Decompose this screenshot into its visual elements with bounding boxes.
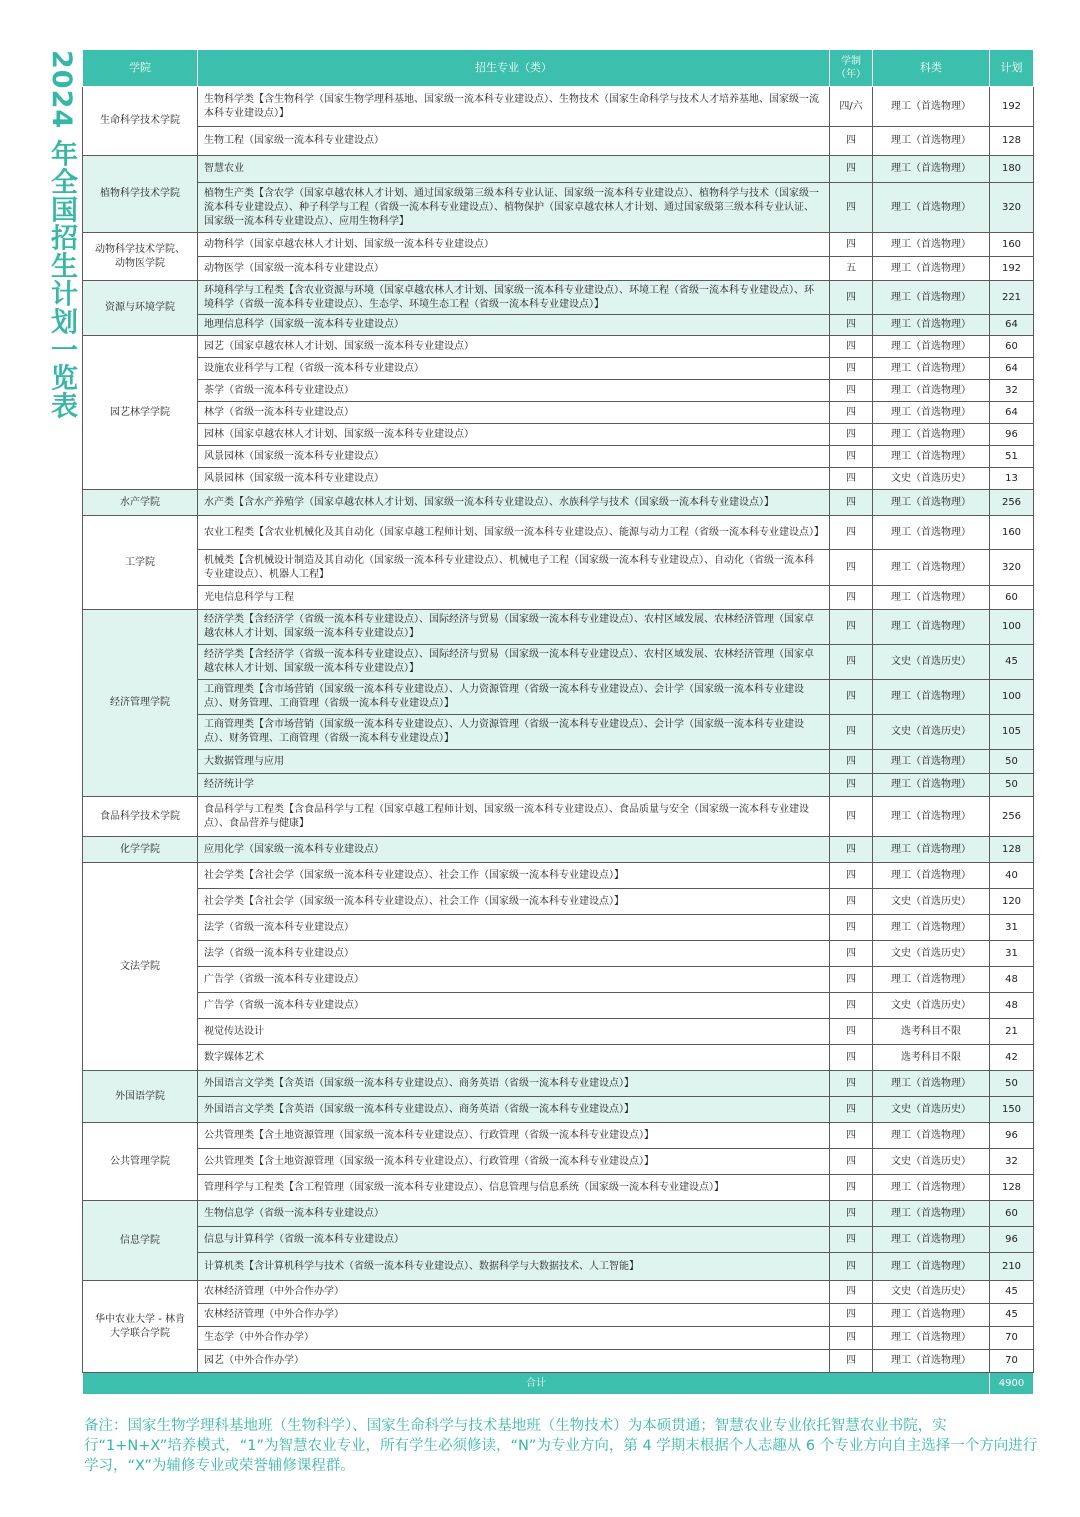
major-cell: 智慧农业: [198, 156, 830, 183]
subject-cell: 理工（首选物理）: [873, 610, 990, 645]
major-cell: 风景园林（国家级一流本科专业建设点）: [198, 468, 830, 490]
subject-cell: 文史（首选历史）: [873, 1149, 990, 1175]
college-name: 外国语学院: [83, 1071, 198, 1123]
college-name: 公共管理学院: [83, 1123, 198, 1201]
years-cell: 四: [830, 468, 873, 490]
major-cell: 外国语言文学类【含英语（国家级一流本科专业建设点）、商务英语（省级一流本科专业建设点）】: [198, 1071, 830, 1097]
major-cell: 农林经济管理（中外合作办学）: [198, 1304, 830, 1327]
major-cell: 广告学（省级一流本科专业建设点）: [198, 967, 830, 993]
years-cell: 四: [830, 586, 873, 610]
table-row: [83, 1227, 1034, 1253]
subject-cell: 理工（首选物理）: [873, 233, 990, 257]
major-cell: 生态学（中外合作办学）: [198, 1327, 830, 1350]
subject-cell: 理工（首选物理）: [873, 797, 990, 837]
years-cell: 四: [830, 645, 873, 680]
college-name: 信息学院: [83, 1201, 198, 1281]
header-plan: 计划: [990, 50, 1034, 87]
major-cell: 设施农业科学与工程（省级一流本科专业建设点）: [198, 358, 830, 380]
subject-cell: 文史（首选历史）: [873, 1097, 990, 1123]
years-cell: 四: [830, 1175, 873, 1201]
subject-cell: 理工（首选物理）: [873, 915, 990, 941]
subject-cell: 理工（首选物理）: [873, 863, 990, 889]
major-cell: 农业工程类【含农业机械化及其自动化（国家卓越工程师计划、国家级一流本科专业建设点）、能源与动力工程（省级一流本科专业建设点）】: [198, 516, 830, 550]
subject-cell: 理工（首选物理）: [873, 1175, 990, 1201]
table-row: [83, 889, 1034, 915]
table-row: [83, 402, 1034, 424]
subject-cell: 文史（首选历史）: [873, 1281, 990, 1304]
table-row: [83, 315, 1034, 336]
years-cell: 四: [830, 1227, 873, 1253]
plan-cell: 128: [990, 837, 1034, 863]
subject-cell: 理工（首选物理）: [873, 1327, 990, 1350]
plan-cell: 64: [990, 358, 1034, 380]
total-row: [83, 1373, 1034, 1395]
years-cell: 四: [830, 680, 873, 715]
major-cell: 经济统计学: [198, 774, 830, 797]
years-cell: 四: [830, 1097, 873, 1123]
subject-cell: 理工（首选物理）: [873, 550, 990, 586]
major-cell: 机械类【含机械设计制造及其自动化（国家级一流本科专业建设点）、机械电子工程（国家级一流本科专业建设点）、自动化（省级一流本科专业建设点）、机器人工程】: [198, 550, 830, 586]
table-row: [83, 446, 1034, 468]
subject-cell: 选考科目不限: [873, 1045, 990, 1071]
years-cell: 四: [830, 233, 873, 257]
table-row: [83, 1149, 1034, 1175]
years-cell: 四: [830, 715, 873, 750]
table-row: [83, 336, 1034, 358]
years-cell: 四: [830, 1350, 873, 1373]
plan-cell: 50: [990, 750, 1034, 774]
major-cell: 风景园林（国家级一流本科专业建设点）: [198, 446, 830, 468]
major-cell: 数字媒体艺术: [198, 1045, 830, 1071]
major-cell: 工商管理类【含市场营销（国家级一流本科专业建设点）、人力资源管理（省级一流本科专业建设点）、会计学（国家级一流本科专业建设点）、财务管理、工商管理（省级一流本科专业建设点）】: [198, 680, 830, 715]
plan-cell: 40: [990, 863, 1034, 889]
enrollment-plan-table: [82, 49, 1034, 1395]
years-cell: 四: [830, 1019, 873, 1045]
plan-cell: 96: [990, 1227, 1034, 1253]
table-row: [83, 863, 1034, 889]
major-cell: 经济学类【含经济学（省级一流本科专业建设点）、国际经济与贸易（国家级一流本科专业建设点）、农村区域发展、农林经济管理（国家卓越农林人才计划、国家级一流本科专业建设点）】: [198, 610, 830, 645]
table-row: [83, 1175, 1034, 1201]
major-cell: 社会学类【含社会学（国家级一流本科专业建设点）、社会工作（国家级一流本科专业建设点）】: [198, 889, 830, 915]
major-cell: 光电信息科学与工程: [198, 586, 830, 610]
table-row: [83, 1123, 1034, 1149]
subject-cell: 文史（首选历史）: [873, 941, 990, 967]
years-cell: 四: [830, 750, 873, 774]
table-row: [83, 915, 1034, 941]
major-cell: 法学（省级一流本科专业建设点）: [198, 915, 830, 941]
table-row: [83, 1281, 1034, 1304]
plan-cell: 150: [990, 1097, 1034, 1123]
plan-cell: 210: [990, 1253, 1034, 1281]
subject-cell: 理工（首选物理）: [873, 516, 990, 550]
subject-cell: 文史（首选历史）: [873, 645, 990, 680]
college-name: 文法学院: [83, 863, 198, 1071]
years-cell: 四: [830, 490, 873, 516]
table-row: [83, 1045, 1034, 1071]
table-row: [83, 358, 1034, 380]
plan-cell: 105: [990, 715, 1034, 750]
major-cell: 法学（省级一流本科专业建设点）: [198, 941, 830, 967]
major-cell: 管理科学与工程类【含工程管理（国家级一流本科专业建设点）、信息管理与信息系统（国家级一流本科专业建设点）】: [198, 1175, 830, 1201]
header-college: 学院: [83, 50, 198, 87]
major-cell: 社会学类【含社会学（国家级一流本科专业建设点）、社会工作（国家级一流本科专业建设点）】: [198, 863, 830, 889]
plan-cell: 96: [990, 424, 1034, 446]
college-name: 工学院: [83, 516, 198, 610]
years-cell: 四: [830, 1071, 873, 1097]
subject-cell: 文史（首选历史）: [873, 715, 990, 750]
subject-cell: 理工（首选物理）: [873, 315, 990, 336]
major-cell: 植物生产类【含农学（国家卓越农林人才计划、通过国家级第三级本科专业认证、国家级一流本科专业建设点）、植物科学与技术（国家级一流本科专业建设点）、种子科学与工程（省级一流本科专业建设点）、植物保护（国家卓越农林人才计划、通过国家级第三级本科专业认证、国家级一流本科专业建设点）、应用生物科学】: [198, 183, 830, 233]
subject-cell: 理工（首选物理）: [873, 1071, 990, 1097]
years-cell: 四: [830, 550, 873, 586]
years-cell: 四: [830, 797, 873, 837]
major-cell: 生物信息学（省级一流本科专业建设点）: [198, 1201, 830, 1227]
years-cell: 四: [830, 183, 873, 233]
table-row: [83, 424, 1034, 446]
years-cell: 四: [830, 516, 873, 550]
major-cell: 计算机类【含计算机科学与技术（省级一流本科专业建设点）、数据科学与大数据技术、人工智能】: [198, 1253, 830, 1281]
plan-cell: 60: [990, 1201, 1034, 1227]
table-row: [83, 774, 1034, 797]
plan-cell: 180: [990, 156, 1034, 183]
years-cell: 四: [830, 127, 873, 156]
years-cell: 四: [830, 889, 873, 915]
major-cell: 茶学（省级一流本科专业建设点）: [198, 380, 830, 402]
plan-cell: 31: [990, 915, 1034, 941]
subject-cell: 理工（首选物理）: [873, 1350, 990, 1373]
subject-cell: 理工（首选物理）: [873, 156, 990, 183]
years-cell: 四: [830, 281, 873, 315]
plan-cell: 160: [990, 233, 1034, 257]
subject-cell: 理工（首选物理）: [873, 183, 990, 233]
table-row: [83, 645, 1034, 680]
major-cell: 广告学（省级一流本科专业建设点）: [198, 993, 830, 1019]
years-cell: 四: [830, 967, 873, 993]
plan-cell: 70: [990, 1350, 1034, 1373]
table-row: [83, 680, 1034, 715]
table-row: [83, 87, 1034, 127]
plan-cell: 32: [990, 1149, 1034, 1175]
table-row: [83, 1019, 1034, 1045]
plan-cell: 192: [990, 257, 1034, 281]
years-cell: 四: [830, 941, 873, 967]
college-name: 资源与环境学院: [83, 281, 198, 336]
years-cell: 四: [830, 336, 873, 358]
plan-cell: 128: [990, 1175, 1034, 1201]
subject-cell: 理工（首选物理）: [873, 257, 990, 281]
table-row: [83, 380, 1034, 402]
subject-cell: 文史（首选历史）: [873, 889, 990, 915]
plan-cell: 160: [990, 516, 1034, 550]
table-row: [83, 1350, 1034, 1373]
major-cell: 园林（国家卓越农林人才计划、国家级一流本科专业建设点）: [198, 424, 830, 446]
table-row: [83, 993, 1034, 1019]
table-row: [83, 797, 1034, 837]
years-cell: 四: [830, 915, 873, 941]
years-cell: 四: [830, 610, 873, 645]
years-cell: 四: [830, 1201, 873, 1227]
table-row: [83, 183, 1034, 233]
total-plan: 4900: [990, 1373, 1034, 1395]
plan-cell: 32: [990, 380, 1034, 402]
table-row: [83, 156, 1034, 183]
plan-cell: 45: [990, 1304, 1034, 1327]
years-cell: 四: [830, 774, 873, 797]
years-cell: 五: [830, 257, 873, 281]
subject-cell: 文史（首选历史）: [873, 468, 990, 490]
table-row: [83, 941, 1034, 967]
college-name: 园艺林学学院: [83, 336, 198, 490]
plan-cell: 100: [990, 610, 1034, 645]
years-cell: 四: [830, 837, 873, 863]
major-cell: 公共管理类【含土地资源管理（国家级一流本科专业建设点）、行政管理（省级一流本科专业建设点）】: [198, 1149, 830, 1175]
plan-cell: 64: [990, 402, 1034, 424]
major-cell: 生物科学类【含生物科学（国家生物学理科基地、国家级一流本科专业建设点）、生物技术（国家生命科学与技术人才培养基地、国家级一流本科专业建设点）】: [198, 87, 830, 127]
major-cell: 环境科学与工程类【含农业资源与环境（国家卓越农林人才计划、国家级一流本科专业建设点）、环境工程（省级一流本科专业建设点）、环境科学（省级一流本科专业建设点）、生态学、环境生态工程（省级一流本科专业建设点）】: [198, 281, 830, 315]
years-cell: 四: [830, 863, 873, 889]
table-row: [83, 1327, 1034, 1350]
header-major: 招生专业（类）: [198, 50, 830, 87]
plan-cell: 70: [990, 1327, 1034, 1350]
table-row: [83, 610, 1034, 645]
subject-cell: 理工（首选物理）: [873, 837, 990, 863]
college-name: 化学学院: [83, 837, 198, 863]
college-name: 经济管理学院: [83, 610, 198, 797]
years-cell: 四: [830, 315, 873, 336]
plan-cell: 31: [990, 941, 1034, 967]
major-cell: 大数据管理与应用: [198, 750, 830, 774]
major-cell: 农林经济管理（中外合作办学）: [198, 1281, 830, 1304]
major-cell: 园艺（中外合作办学）: [198, 1350, 830, 1373]
plan-cell: 60: [990, 586, 1034, 610]
subject-cell: 理工（首选物理）: [873, 586, 990, 610]
subject-cell: 理工（首选物理）: [873, 1227, 990, 1253]
total-label: 合计: [83, 1373, 990, 1395]
plan-cell: 50: [990, 774, 1034, 797]
plan-cell: 13: [990, 468, 1034, 490]
plan-cell: 45: [990, 1281, 1034, 1304]
years-cell: 四: [830, 993, 873, 1019]
subject-cell: 理工（首选物理）: [873, 967, 990, 993]
years-cell: 四/六: [830, 87, 873, 127]
years-cell: 四: [830, 1304, 873, 1327]
table-row: [83, 1071, 1034, 1097]
table-row: [83, 1253, 1034, 1281]
table-row: [83, 281, 1034, 315]
years-cell: 四: [830, 358, 873, 380]
major-cell: 动物科学（国家卓越农林人才计划、国家级一流本科专业建设点）: [198, 233, 830, 257]
table-row: [83, 750, 1034, 774]
college-name: 华中农业大学 - 林肯 大学联合学院: [83, 1281, 198, 1373]
plan-cell: 128: [990, 127, 1034, 156]
years-cell: 四: [830, 402, 873, 424]
subject-cell: 理工（首选物理）: [873, 281, 990, 315]
footnote: 备注：国家生物学理科基地班（生物科学）、国家生命科学与技术基地班（生物技术）为本硕贯通；智慧农业专业依托智慧农业书院，实行“1+N+X”培养模式，“1”为智慧农业专业，所有学生必须修读，“N”为专业方向，第 4 学期末根据个人志趣从 6 个专业方向自主选择一个方向进行学习，“X”为辅修专业或荣誉辅修课程群。: [84, 1418, 1038, 1474]
table-row: [83, 468, 1034, 490]
years-cell: 四: [830, 156, 873, 183]
table-row: [83, 837, 1034, 863]
header-years: [830, 50, 873, 87]
major-cell: 动物医学（国家级一流本科专业建设点）: [198, 257, 830, 281]
college-name: 水产学院: [83, 490, 198, 516]
subject-cell: 理工（首选物理）: [873, 1304, 990, 1327]
years-cell: 四: [830, 424, 873, 446]
college-name: 生命科学技术学院: [83, 87, 198, 156]
table-row: [83, 233, 1034, 257]
plan-cell: 48: [990, 993, 1034, 1019]
years-cell: 四: [830, 380, 873, 402]
plan-cell: 60: [990, 336, 1034, 358]
years-cell: 四: [830, 1281, 873, 1304]
subject-cell: 理工（首选物理）: [873, 358, 990, 380]
plan-cell: 120: [990, 889, 1034, 915]
years-cell: 四: [830, 1149, 873, 1175]
table-row: [83, 715, 1034, 750]
subject-cell: 理工（首选物理）: [873, 490, 990, 516]
years-cell: 四: [830, 1045, 873, 1071]
subject-cell: 理工（首选物理）: [873, 446, 990, 468]
years-cell: 四: [830, 1123, 873, 1149]
table-row: [83, 516, 1034, 550]
major-cell: 食品科学与工程类【含食品科学与工程（国家卓越工程师计划、国家级一流本科专业建设点）、食品质量与安全（国家级一流本科专业建设点）、食品营养与健康】: [198, 797, 830, 837]
major-cell: 公共管理类【含土地资源管理（国家级一流本科专业建设点）、行政管理（省级一流本科专业建设点）】: [198, 1123, 830, 1149]
table-header-row: [83, 50, 1034, 87]
major-cell: 水产类【含水产养殖学（国家卓越农林人才计划、国家级一流本科专业建设点）、水族科学与技术（国家级一流本科专业建设点）】: [198, 490, 830, 516]
subject-cell: 理工（首选物理）: [873, 87, 990, 127]
subject-cell: 理工（首选物理）: [873, 750, 990, 774]
plan-cell: 45: [990, 645, 1034, 680]
major-cell: 经济学类【含经济学（省级一流本科专业建设点）、国际经济与贸易（国家级一流本科专业建设点）、农村区域发展、农林经济管理（国家卓越农林人才计划、国家级一流本科专业建设点）】: [198, 645, 830, 680]
plan-cell: 51: [990, 446, 1034, 468]
plan-cell: 256: [990, 797, 1034, 837]
subject-cell: 理工（首选物理）: [873, 380, 990, 402]
plan-cell: 96: [990, 1123, 1034, 1149]
plan-cell: 64: [990, 315, 1034, 336]
major-cell: 工商管理类【含市场营销（国家级一流本科专业建设点）、人力资源管理（省级一流本科专业建设点）、会计学（国家级一流本科专业建设点）、财务管理、工商管理（省级一流本科专业建设点）】: [198, 715, 830, 750]
years-cell: 四: [830, 1253, 873, 1281]
major-cell: 信息与计算科学（省级一流本科专业建设点）: [198, 1227, 830, 1253]
table-row: [83, 1097, 1034, 1123]
major-cell: 地理信息科学（国家级一流本科专业建设点）: [198, 315, 830, 336]
subject-cell: 理工（首选物理）: [873, 1201, 990, 1227]
years-cell: 四: [830, 1327, 873, 1350]
subject-cell: 理工（首选物理）: [873, 680, 990, 715]
table-row: [83, 257, 1034, 281]
subject-cell: 理工（首选物理）: [873, 774, 990, 797]
table-row: [83, 586, 1034, 610]
plan-cell: 50: [990, 1071, 1034, 1097]
major-cell: 外国语言文学类【含英语（国家级一流本科专业建设点）、商务英语（省级一流本科专业建设点）】: [198, 1097, 830, 1123]
plan-cell: 192: [990, 87, 1034, 127]
college-name: 食品科学技术学院: [83, 797, 198, 837]
major-cell: 生物工程（国家级一流本科专业建设点）: [198, 127, 830, 156]
subject-cell: 理工（首选物理）: [873, 1123, 990, 1149]
plan-cell: 320: [990, 550, 1034, 586]
major-cell: 视觉传达设计: [198, 1019, 830, 1045]
table-row: [83, 967, 1034, 993]
table-row: [83, 1304, 1034, 1327]
subject-cell: 理工（首选物理）: [873, 424, 990, 446]
major-cell: 园艺（国家卓越农林人才计划、国家级一流本科专业建设点）: [198, 336, 830, 358]
plan-cell: 48: [990, 967, 1034, 993]
plan-cell: 256: [990, 490, 1034, 516]
header-years-text: 学制 （年）: [836, 56, 866, 80]
subject-cell: 文史（首选历史）: [873, 993, 990, 1019]
subject-cell: 理工（首选物理）: [873, 127, 990, 156]
plan-cell: 42: [990, 1045, 1034, 1071]
major-cell: 应用化学（国家级一流本科专业建设点）: [198, 837, 830, 863]
years-cell: 四: [830, 446, 873, 468]
table-row: [83, 490, 1034, 516]
table-row: [83, 1201, 1034, 1227]
subject-cell: 选考科目不限: [873, 1019, 990, 1045]
college-name: 植物科学技术学院: [83, 156, 198, 233]
plan-cell: 320: [990, 183, 1034, 233]
page-title: 2024 年全国招生计划一览表: [46, 50, 77, 420]
major-cell: 林学（省级一流本科专业建设点）: [198, 402, 830, 424]
college-name: 动物科学技术学院、 动物医学院: [83, 233, 198, 281]
subject-cell: 理工（首选物理）: [873, 402, 990, 424]
plan-cell: 100: [990, 680, 1034, 715]
table-row: [83, 550, 1034, 586]
table-row: [83, 127, 1034, 156]
subject-cell: 理工（首选物理）: [873, 1253, 990, 1281]
plan-cell: 221: [990, 281, 1034, 315]
header-subject: 科类: [873, 50, 990, 87]
subject-cell: 理工（首选物理）: [873, 336, 990, 358]
plan-cell: 21: [990, 1019, 1034, 1045]
